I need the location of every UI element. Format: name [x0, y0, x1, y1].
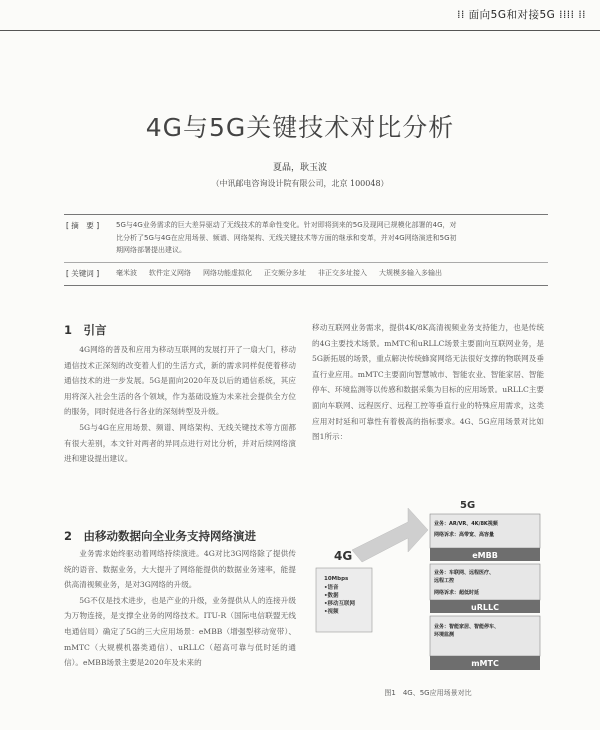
- keyword: 网络功能虚拟化: [203, 269, 252, 277]
- paragraph: 4G网络的普及和应用为移动互联网的发展打开了一扇大门，移动通信技术正深刻的改变着人们的生活方式，新的需求同样促使着移动通信技术的进一步发展。5G是面向2020年及以后的通信系统，其应用将深入社会生活的各个领域，作为基础设施为未来社会提供全方位的服务，同时促进各行各业的深刻转型及升级。: [64, 345, 296, 417]
- paragraph: 业务需求始终驱动着网络持续演进。4G对比3G网络除了提供传统的语音、数据业务，大大提升了网络能提供的数据业务速率，能提供高清视频业务，是对3G网络的升级。: [64, 549, 296, 590]
- urllc-desc-line: 网络诉求：超低时延: [434, 590, 480, 596]
- box-4g-line: •视频: [324, 609, 339, 615]
- running-title: ⁞⁞ 面向5G和对接5G ⁞⁞⁞⁞ ⁞⁞: [457, 9, 586, 21]
- keyword: 正交频分多址: [264, 269, 306, 277]
- abstract-line: 期网络部署提出建议。: [116, 246, 186, 254]
- keywords-label: [ 关键词 ]: [66, 269, 100, 278]
- mmtc-name: mMTC: [471, 659, 499, 668]
- box-4g-line: 10Mbps: [324, 576, 349, 582]
- keyword: 毫米波: [116, 269, 137, 277]
- abstract-box: [64, 214, 548, 286]
- embb-desc-line: 业务：AR/VR、4K/8K视频: [434, 521, 498, 527]
- article-affiliation: （中讯邮电咨询设计院有限公司，北京 100048）: [211, 179, 389, 188]
- section-1-body: [64, 342, 296, 467]
- box-4g-line: •移动互联网: [324, 601, 356, 607]
- article-authors: 夏晶，耿玉波: [272, 163, 327, 173]
- embb-name: eMBB: [472, 551, 498, 560]
- paragraph: 5G不仅是技术进步，也是产业的升级，业务提供从人的连接升级为万物连接，是支撑全业务的网络技术。ITU-R（国际电信联盟无线电通信局）确定了5G的三大应用场景：eMBB（增强型移动宽带）、mMTC（大规模机器类通信）、uRLLC（超高可靠与低时延的通信）。eMBB场景主要是2020年及未来的: [64, 595, 296, 668]
- mmtc-desc-line: 业务：智能家居、智能停车、: [434, 624, 500, 630]
- label-4g: 4G: [334, 549, 353, 563]
- abstract-text: [116, 219, 546, 257]
- keywords-list: [116, 268, 442, 278]
- section-2-body-right: [312, 320, 544, 445]
- abstract-line: 比分析了5G与4G在应用场景、频谱、网络架构、无线关键技术等方面的继承和变革，并对4G网络演进和5G初: [116, 233, 457, 242]
- evolution-arrow: [352, 508, 428, 562]
- mmtc-desc-line: 环境监测: [434, 632, 455, 638]
- box-4g-line: •语音: [324, 585, 339, 591]
- keywords-divider: [64, 262, 548, 263]
- box-4g-line: •数据: [324, 593, 339, 599]
- embb-desc-box: [430, 514, 540, 548]
- section-2-heading: 2 由移动数据向全业务支持网络演进: [64, 529, 256, 543]
- keyword: 软件定义网络: [149, 269, 191, 277]
- section-1-heading: 1 引言: [64, 323, 107, 337]
- abstract-label: [ 摘 要 ]: [66, 221, 100, 230]
- section-2-body-left: [64, 546, 296, 671]
- keyword: 非正交多址接入: [318, 269, 367, 277]
- label-5g: 5G: [460, 500, 476, 511]
- keyword: 大规模多输入多输出: [379, 269, 442, 277]
- paragraph: 移动互联网业务需求，提供4K/8K高清视频业务支持能力，也是传统的4G主要技术场景。mMTC和uRLLC场景主要面向互联网业务，是5G新拓展的场景，重点解决传统蜂窝网络无法很好支撑的物联网及垂直行业应用。mMTC主要面向智慧城市、智能农业、智能家居、智能停车、环境监测等以传感和数据采集为目标的应用场景。uRLLC主要面向车联网、远程医疗、远程工控等垂直行业的特殊应用需求，这类应用对时延和可靠性有着极高的指标要求。4G、5G应用场景对比如图1所示：: [312, 323, 544, 442]
- embb-desc-line: 网络诉求：高带宽、高容量: [434, 532, 495, 538]
- urllc-name: uRLLC: [471, 603, 499, 612]
- figure-4g-5g-scenarios: [312, 498, 544, 676]
- article-title: 4G与5G关键技术对比分析: [145, 113, 455, 142]
- running-header: [0, 0, 600, 31]
- urllc-desc-line: 业务：车联网、远程医疗、: [434, 570, 495, 576]
- abstract-line: 5G与4G业务需求的巨大差异驱动了无线技术的革命性变化。针对即将到来的5G及现网已规模化部署的4G，对: [116, 221, 457, 229]
- urllc-desc-line: 远程工控: [434, 578, 455, 584]
- paragraph: 5G与4G在应用场景、频谱、网络架构、无线关键技术等方面都有很大差别，本文针对两者的异同点进行对比分析，并对后续网络演进和建设提出建议。: [64, 422, 296, 464]
- figure-caption: 图1 4G、5G应用场景对比: [384, 689, 472, 697]
